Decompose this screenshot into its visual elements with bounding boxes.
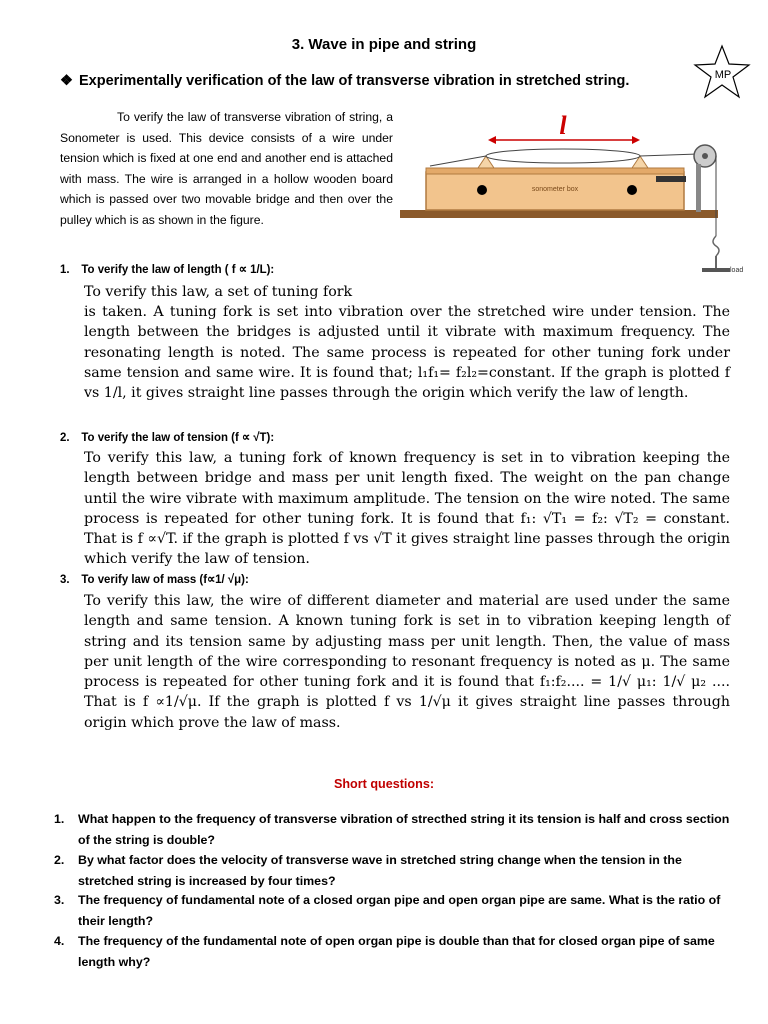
logo-text: MP <box>714 69 732 81</box>
intro-paragraph: To verify the law of transverse vibration of string, a Sonometer is used. This device consists of a wire under tension which is fixed at one end and another end is attached with mass. The wire is arranged in a hollow wooden board which is passed over two movable bridge and then over the pulley which is as shown in the figure. <box>60 110 393 227</box>
section-1-first-line: To verify this law, a set of tuning fork <box>84 284 353 300</box>
length-label: l <box>559 111 567 140</box>
sonometer-figure <box>400 108 760 280</box>
box-label: sonometer box <box>531 186 579 193</box>
section-2-heading: 2. To verify the law of tension (f ∝ √T): <box>60 430 275 444</box>
section-2-body: To verify this law, a tuning fork of known frequency is set in to vibration keeping the length between bridge and mass per unit length fixed. The weight on the pan change until the wire vibrate with maximum amplitude. The tension on the wire noted. The same process is repeated for other tuning fork. It is found that f₁: √T₁ = f₂: √T₂ = constant. That is f ∝√T. if the graph is plotted f vs √T it gives straight line passes through the origin which verify the law of tension. <box>84 450 730 568</box>
question-2: 2. By what factor does the velocity of transverse wave in stretched string change when the tension in the stretched string is increased by four times? <box>54 853 682 888</box>
star-logo <box>692 44 752 100</box>
page-title: 3. Wave in pipe and string <box>291 36 477 53</box>
section-3-heading: 3. To verify law of mass (f∝1/ √μ): <box>60 572 249 586</box>
question-3: 3. The frequency of fundamental note of a closed organ pipe and open organ pipe are same. What is the ratio of their length? <box>54 893 721 928</box>
subtitle-text: Experimentally verification of the law of transverse vibration in stretched string. <box>79 73 630 89</box>
section-1-heading: 1. To verify the law of length ( f ∝ 1/L): <box>60 262 275 276</box>
question-1: 1. What happen to the frequency of transverse vibration of strecthed string it its tension is half and cross section of the string is double? <box>54 812 730 847</box>
section-1-body: is taken. A tuning fork is set into vibration over the stretched wire under tension. The length between the bridges is adjusted until it vibrate with maximum frequency. The resonating length is noted. The same process is repeated for other tuning fork under same tension and same wire. It is found that; l₁f₁= f₂l₂=constant. If the graph is plotted f vs 1/l, it gives straight line passes through the origin which verify the law of length. <box>84 304 730 402</box>
diamond-bullet-icon: ❖ <box>60 73 73 89</box>
load-label: load <box>730 267 744 274</box>
question-4: 4. The frequency of the fundamental note of open organ pipe is double than that for closed organ pipe of same length why? <box>54 934 715 969</box>
section-subtitle <box>60 73 629 89</box>
short-questions-heading: Short questions: <box>333 777 435 791</box>
section-3-body: To verify this law, the wire of different diameter and material are used under the same length and same tension. A known tuning fork is set in to vibration keeping length of string and its tension same by adjusting mass per unit length. Then, the value of mass per unit length of the wire corresponding to resonant frequency is noted as μ. The same process is repeated for other tuning fork and it is found that f₁:f₂.... = 1/√ μ₁: 1/√ μ₂ .... That is f ∝1/√μ. If the graph is plotted f vs 1/√μ it gives straight line passes through origin which prove the law of mass. <box>84 593 730 731</box>
